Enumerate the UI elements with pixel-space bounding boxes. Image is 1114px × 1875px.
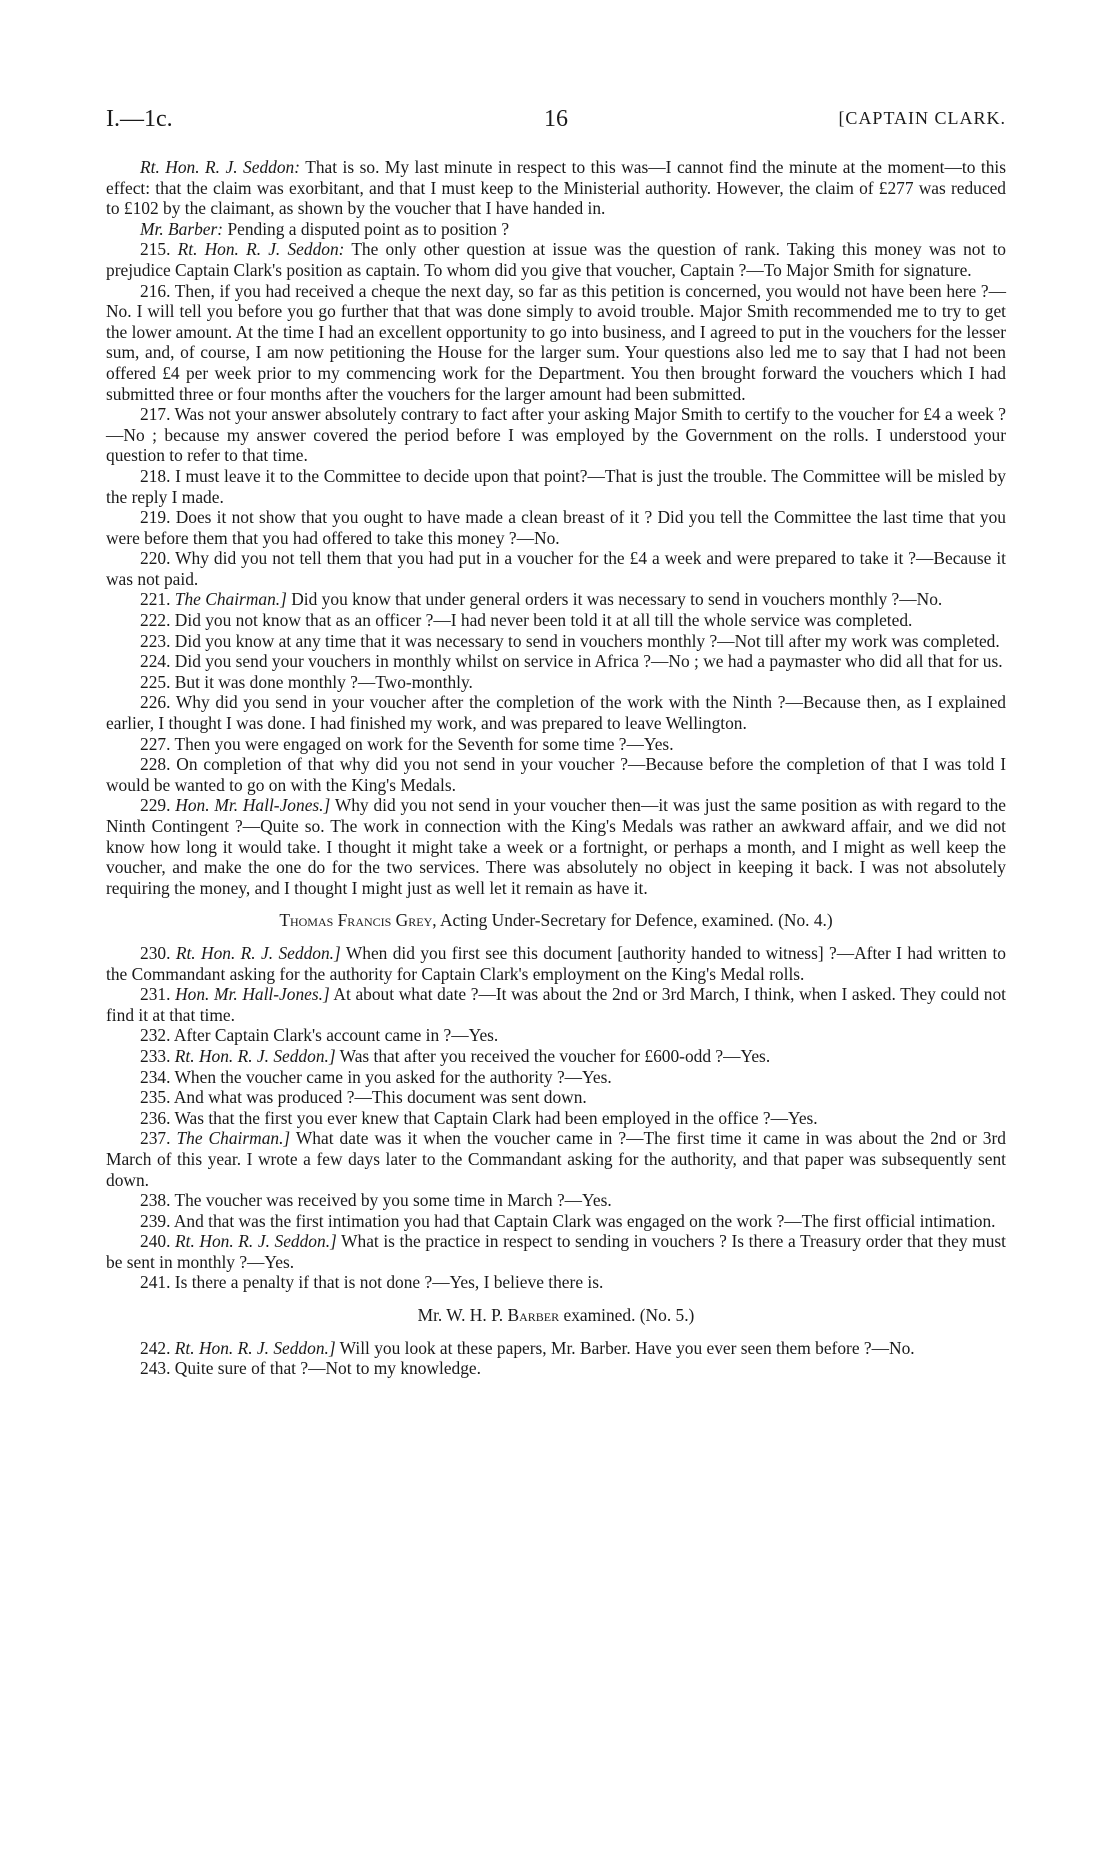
question-number: 221. [140,589,171,610]
question-paragraph [106,672,1006,693]
question-number: 242. [140,1337,171,1358]
question-number: 231. [140,984,171,1005]
testimony-block-clark [106,157,1006,898]
paragraph-text: Why did you send in your voucher after the completion of the work with the Ninth ?—Because then, as I explained earlier, I thought I was done. I had finished my work, and was prepared to leave Wellington. [106,692,1006,734]
testimony-block-grey [106,943,1006,1293]
paragraph-text: On completion of that why did you not send in your voucher ?—Because before the completion of that I was told I would be wanted to go on with the King's Medals. [106,754,1006,795]
question-paragraph [106,1108,1006,1129]
question-paragraph [106,943,1006,984]
question-number: 225. [140,671,171,692]
paragraph-text: Then you were engaged on work for the Seventh for some time ?—Yes. [174,733,674,754]
paragraph-text: At about what date ?—It was about the 2nd or 3rd March, I think, when I asked. They could not find it at that time. [106,984,1006,1025]
question-paragraph [106,1067,1006,1088]
paragraph-text: What is the practice in respect to sending in vouchers ? Is there a Treasury order that they must be sent in monthly ?—Yes. [106,1231,1006,1272]
paragraph-text: And what was produced ?—This document was sent down. [173,1087,587,1108]
question-number: 229. [140,795,171,816]
witness-prefix: Mr. W. H. P. [417,1305,508,1326]
question-paragraph [106,610,1006,631]
question-paragraph [106,1272,1006,1293]
question-number: 238. [140,1190,171,1211]
paragraph-text: Why did you not send in your voucher then—it was just the same position as with regard to the Ninth Contingent ?—Quite so. The work in connection with the King's Medals was rather an awkward affair, and we did not know how long it would take. I thought it might take a week or a fortnight, or perhaps a month, and I might as well keep the voucher, and make the one do for the two services. There was absolutely no object in keeping it back. I was not absolutely requiring the money, and I thought I might just as well let it remain as have it. [106,795,1006,898]
speaker-name: Rt. Hon. R. J. Seddon.] [175,942,341,963]
page-number: 16 [544,106,568,132]
question-paragraph [106,548,1006,589]
running-title: [CAPTAIN CLARK. [838,108,1006,128]
paragraph-text: Did you know that under general orders it was necessary to send in vouchers monthly ?—No. [286,589,943,610]
question-paragraph [106,1025,1006,1046]
question-paragraph [106,1338,1006,1359]
question-paragraph [106,1211,1006,1232]
paragraph-text: Will you look at these papers, Mr. Barber. Have you ever seen them before ?—No. [335,1337,915,1358]
question-number: 235. [140,1087,171,1108]
paragraph-text: I must leave it to the Committee to decide upon that point?—That is just the trouble. The Committee will be misled by the reply I made. [106,465,1006,507]
paragraph-text: The voucher was received by you some time in March ?—Yes. [174,1190,612,1211]
paragraph-text: When the voucher came in you asked for the authority ?—Yes. [174,1066,612,1087]
question-paragraph [106,754,1006,795]
question-paragraph [106,157,1006,219]
witness-heading-barber [106,1305,1006,1326]
question-number: 228. [140,754,171,775]
page-header [106,106,1006,140]
question-paragraph [106,692,1006,733]
question-number: 215. [140,239,171,260]
question-number: 234. [140,1066,171,1087]
paragraph-text: But it was done monthly ?—Two-monthly. [174,671,473,692]
witness-description: examined. (No. 5.) [559,1305,695,1326]
question-number: 233. [140,1045,171,1066]
question-number: 222. [140,610,171,631]
question-number: 226. [140,692,171,713]
question-number: 219. [140,507,171,528]
question-paragraph [106,404,1006,466]
question-paragraph [106,984,1006,1025]
paragraph-text: What date was it when the voucher came in ?—The first time it came in was about the 2nd or 3rd March of this year. I wrote a few days later to the Commandant asking for the authority, and that paper was subsequently sent down. [106,1128,1006,1190]
paragraph-text: When did you first see this document [authority handed to witness] ?—After I had written to the Commandant asking for the authority for Captain Clark's employment on the King's Medal rolls. [106,942,1006,984]
question-number: 224. [140,651,171,672]
witness-heading-grey [106,910,1006,931]
question-paragraph [106,651,1006,672]
question-paragraph [106,1358,1006,1379]
paragraph-text: Was that after you received the voucher for £600-odd ?—Yes. [335,1045,771,1066]
speaker-name: Rt. Hon. R. J. Seddon.] [175,1231,337,1252]
question-number: 217. [140,404,171,425]
document-reference: I.—1c. [106,106,173,132]
question-number: 227. [140,733,171,754]
question-paragraph [106,631,1006,652]
question-paragraph [106,219,1006,240]
speaker-name: Rt. Hon. R. J. Seddon.] [174,1045,336,1066]
paragraph-text: Is there a penalty if that is not done ?—Yes, I believe there is. [174,1272,604,1293]
speaker-name: Rt. Hon. R. J. Seddon.] [174,1337,336,1358]
question-paragraph [106,507,1006,548]
question-number: 218. [140,465,171,486]
witness-description: , Acting Under-Secretary for Defence, examined. (No. 4.) [432,910,833,931]
speaker-name: Rt. Hon. R. J. Seddon: [177,239,345,260]
paragraph-text: Quite sure of that ?—Not to my knowledge. [174,1358,482,1379]
speaker-name: Rt. Hon. R. J. Seddon: [140,157,301,177]
question-paragraph [106,589,1006,610]
question-number: 223. [140,630,171,651]
paragraph-text: Did you send your vouchers in monthly whilst on service in Africa ?—No ; we had a paymaster who did all that for us. [174,651,1003,672]
paragraph-text: Was not your answer absolutely contrary to fact after your asking Major Smith to certify to the voucher for £4 a week ?—No ; because my answer covered the period before I was employed by the Government on the rolls. I understood your question to refer to that time. [106,404,1006,466]
speaker-name: Hon. Mr. Hall-Jones.] [175,795,331,816]
speaker-name: The Chairman.] [174,589,287,610]
paragraph-text: The only other question at issue was the question of rank. Taking this money was not to prejudice Captain Clark's position as captain. To whom did you give that voucher, Captain ?—To Major Smith for signature. [106,239,1006,280]
question-number: 216. [140,280,171,301]
question-paragraph [106,281,1006,405]
question-paragraph [106,1046,1006,1067]
paragraph-text: That is so. My last minute in respect to this was—I cannot find the minute at the moment—to this effect: that the claim was exorbitant, and that I must keep to the Ministerial authority. However, the claim of £277 was reduced to £102 by the claimant, as shown by the voucher that I have handed in. [106,157,1007,219]
question-number: 220. [140,548,171,569]
question-paragraph [106,1231,1006,1272]
question-number: 240. [140,1231,171,1252]
question-number: 232. [140,1025,171,1046]
paragraph-text: Then, if you had received a cheque the next day, so far as this petition is concerned, you would not have been here ?—No. I will tell you before you go further that that was done simply to avoid trouble. Major Smith recommended me to try to get the lower amount. At the time I had an excellent opportunity to go into business, and I agreed to put in the vouchers for the lesser sum, and, of course, I am now petitioning the House for the larger sum. Your questions also led me to say that I had not been offered £4 per week prior to my commencing work for the Department. You then brought forward the vouchers which I had submitted three or four months after the vouchers for the larger amount had been submitted. [106,280,1006,404]
question-number: 230. [140,942,171,963]
question-paragraph [106,1087,1006,1108]
question-paragraph [106,795,1006,898]
question-paragraph [106,239,1006,280]
testimony-block-barber [106,1338,1006,1379]
paragraph-text: And that was the first intimation you had that Captain Clark was engaged on the work ?—The first official intimation. [173,1210,996,1231]
paragraph-text: Did you not know that as an officer ?—I had never been told it at all till the whole service was completed. [174,610,913,631]
witness-name: Thomas Francis Grey [279,910,433,931]
question-number: 241. [140,1272,171,1293]
paragraph-text: After Captain Clark's account came in ?—Yes. [173,1025,499,1046]
paragraph-text: Did you know at any time that it was necessary to send in vouchers monthly ?—Not till after my work was completed. [174,630,1000,651]
question-paragraph [106,734,1006,755]
question-paragraph [106,466,1006,507]
paragraph-text: Pending a disputed point as to position ? [223,218,510,239]
witness-name: Barber [507,1305,560,1326]
speaker-name: Hon. Mr. Hall-Jones.] [175,984,330,1005]
speaker-name: The Chairman.] [176,1128,291,1149]
question-paragraph [106,1190,1006,1211]
question-number: 237. [140,1128,171,1149]
question-number: 236. [140,1107,171,1128]
document-body [106,157,1006,1379]
paragraph-text: Was that the first you ever knew that Captain Clark had been employed in the office ?—Yes. [174,1107,818,1128]
question-number: 243. [140,1358,171,1379]
paragraph-text: Does it not show that you ought to have made a clean breast of it ? Did you tell the Committee the last time that you were before them that you had offered to take this money ?—No. [106,507,1006,548]
speaker-name: Mr. Barber: [140,218,224,239]
question-paragraph [106,1128,1006,1190]
question-number: 239. [140,1210,171,1231]
paragraph-text: Why did you not tell them that you had put in a voucher for the £4 a week and were prepared to take it ?—Because it was not paid. [106,548,1006,589]
